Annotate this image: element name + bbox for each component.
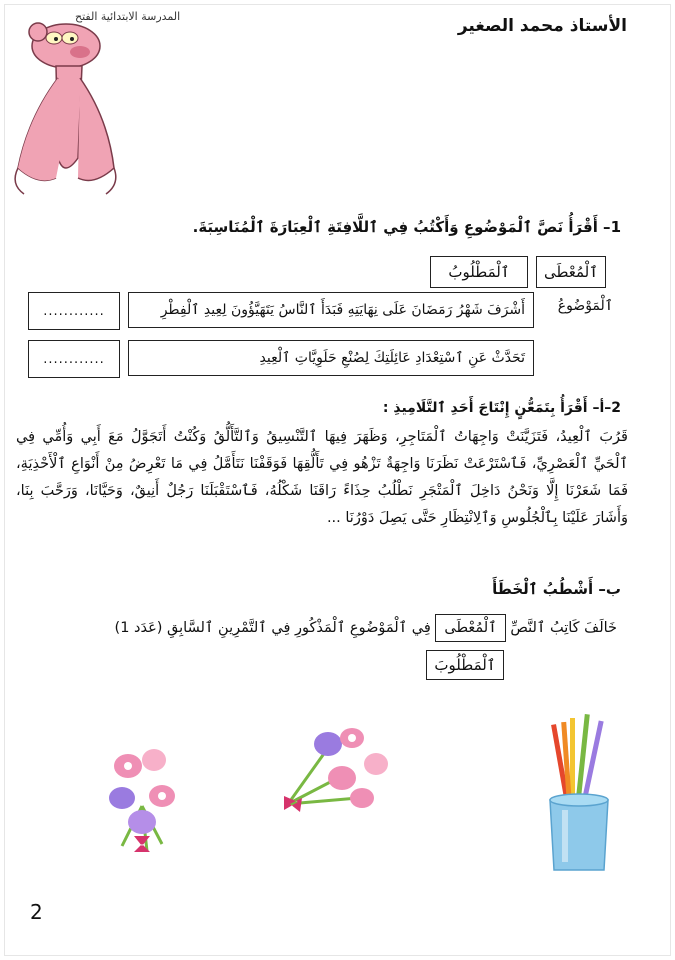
exercise-1-title: 1– أَقْرَأُ نَصَّ ٱلْمَوْضُوعِ وَأَكْتُبُ فِي ٱللَّافِتَةِ ٱلْعِبَارَةَ ٱلْمُنَاسِبَةَ. bbox=[192, 218, 621, 236]
part-b-text-after: فِي ٱلْمَوْضُوعِ ٱلْمَذْكُورِ فِي ٱلتَّمْرِينِ ٱلسَّابِقِ (عَدَد 1) bbox=[114, 620, 431, 636]
page-number: 2 bbox=[30, 900, 43, 924]
answer-box-1[interactable]: ............ bbox=[28, 292, 120, 330]
topic-sentence-1: أَشْرَفَ شَهْرُ رَمَضَانَ عَلَى نِهَايَتِهِ فَبَدَأَ ٱلنَّاسُ يَتَهَيَّؤُونَ لِعِيدِ ٱلْفِطْرِ bbox=[128, 292, 534, 328]
student-paragraph: قَرُبَ ٱلْعِيدُ، فَتَزَيَّنَتْ وَاجِهَاتُ ٱلْمَتَاجِرِ، وَظَهَرَ فِيهَا ٱلتَّنْسِيقُ وَٱلتَّأَلُّقُ وَكُنْتُ أَتَجَوَّلُ مَعَ أَبِي وَأُمِّي فِي ٱلْحَيِّ ٱلْعَصْرِيِّ، فَٱسْتَرْعَتْ نَظَرَنَا وَاجِهَةٌ تَزْهُو فِي تَأَلُّقِهَا فَوَقَفْنَا نَتَأَمَّلُ فِي مَا تَعْرِضُ مِنْ أَنْوَاعِ ٱلْأَحْذِيَةِ، فَمَا شَعَرْنَا إِلَّا وَنَحْنُ دَاخِلَ ٱلْمَتْجَرِ نَطْلُبُ حِذَاءً رَاقَنَا شَكْلُهُ، فَٱسْتَقْبَلَنَا رَجُلٌ أَنِيقٌ، وَحَيَّانَا، وَرَحَّبَ بِنَا، وَأَشَارَ عَلَيْنَا بِٱلْجُلُوسِ وَٱلِانْتِظَارِ حَتَّى يَصِلَ دَوْرُنَا ... bbox=[16, 429, 628, 526]
part-b-title: ب– أَشْطُبُ ٱلْخَطَأَ bbox=[492, 580, 621, 598]
tab-required: ٱلْمَطْلُوبُ bbox=[430, 256, 528, 288]
part-b-text-before: خَالَفَ كَاتِبُ ٱلنَّصِّ bbox=[510, 620, 617, 636]
school-name: المدرسة الابتدائية الفتح bbox=[75, 10, 181, 23]
tab-given: ٱلْمُعْطَى bbox=[536, 256, 606, 288]
option-given[interactable]: ٱلْمُعْطَى bbox=[435, 614, 505, 642]
pencil-cup-icon bbox=[536, 710, 622, 876]
handprint-flowers-right-icon bbox=[268, 718, 396, 822]
option-required[interactable]: ٱلْمَطْلُوبَ bbox=[426, 650, 504, 680]
pink-panther-illustration bbox=[8, 8, 120, 200]
part-b-sentence bbox=[115, 614, 617, 642]
handprint-flowers-left-icon bbox=[92, 736, 192, 866]
topic-sentence-2: تَحَدَّثْ عَنِ ٱسْتِعْدَادِ عَائِلَتِكَ لِصُنْعِ حَلَوِيَّاتِ ٱلْعِيدِ bbox=[128, 340, 534, 376]
topic-label: ٱلْمَوْضُوعُ bbox=[557, 298, 613, 314]
answer-box-2[interactable]: ............ bbox=[28, 340, 120, 378]
teacher-name: الأستاذ محمد الصغير bbox=[457, 16, 627, 36]
exercise-2-title: 2–أ– أَقْرَأُ بِتَمَعُّنٍ إِنْتَاجَ أَحَدِ ٱلتَّلَامِيذِ : bbox=[382, 400, 621, 416]
